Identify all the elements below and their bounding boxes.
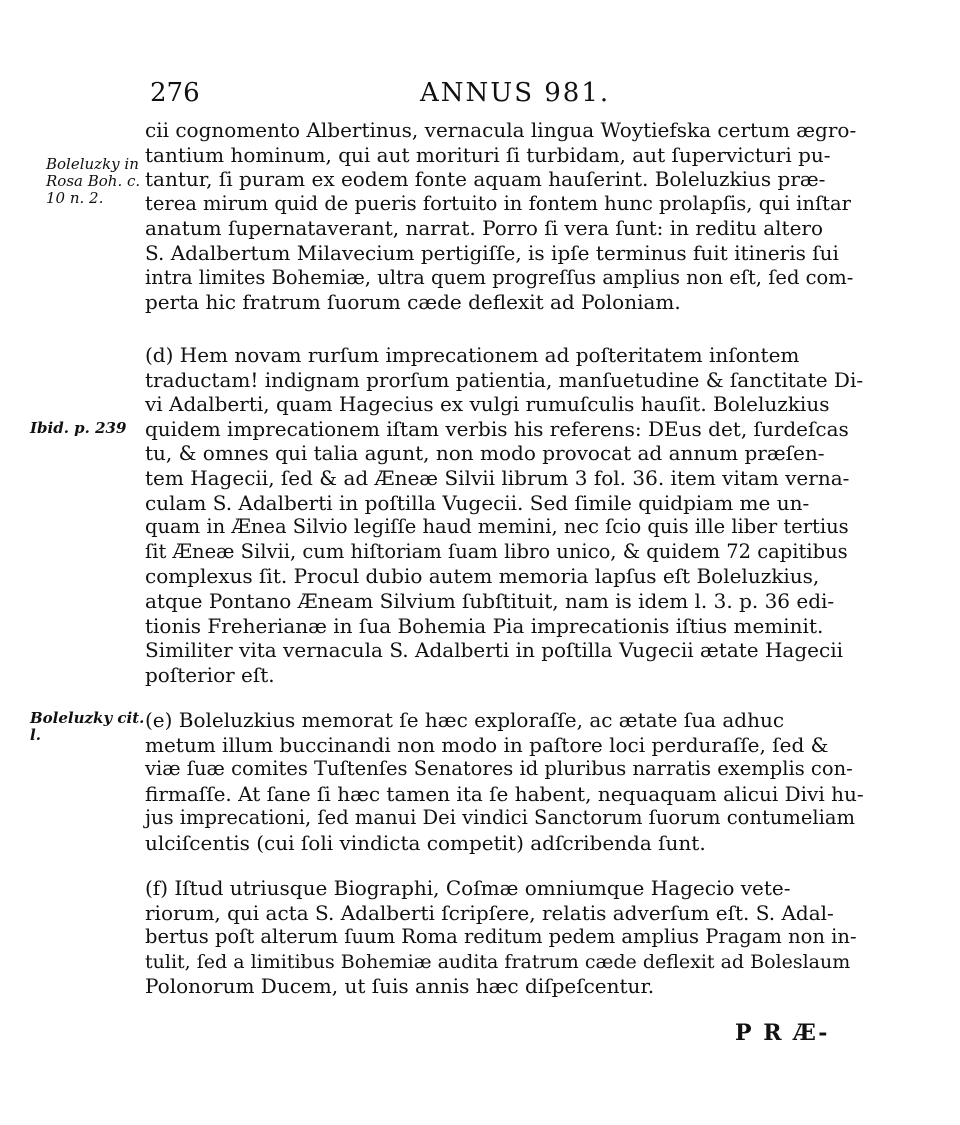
text-line: viæ ſuæ comites Tuſtenſes Senatores id pluribus narratis exemplis con- [145, 757, 853, 781]
text-line: quam in Ænea Silvio legiſſe haud memini, nec ſcio quis ille liber tertius [145, 515, 849, 539]
text-line: quidem imprecationem iſtam verbis his referens: DEus det, ſurdeſcas [145, 416, 849, 441]
text-line: tionis Freherianæ in ſua Bohemia Pia imprecationis iſtius meminit. [145, 613, 824, 638]
catchword: P R Æ- [735, 1020, 830, 1046]
paragraph-c-continuation [145, 118, 865, 315]
text-line: firmaſſe. At ſane ſi hæc tamen ita ſe habent, nequaquam alicui Divi hu- [145, 781, 864, 806]
text-line: S. Adalbertum Milavecium pertigiſſe, is ipſe terminus fuit itineris ſui [145, 240, 839, 265]
text-line: Polonorum Ducem, ut ſuis annis hæc diſpeſcentur. [145, 974, 655, 999]
text-line: traductam! indignam prorſum patientia, manſuetudine & ſanctitate Di- [145, 367, 864, 392]
text-line: jus imprecationi, ſed manui Dei vindici Sanctorum ſuorum contumeliam [145, 806, 855, 830]
text-line: intra limites Bohemiæ, ultra quem progreſſus amplius non eſt, ſed com- [145, 265, 854, 289]
text-line: complexus ſit. Procul dubio autem memoria lapſus eſt Boleluzkius, [145, 564, 820, 589]
margin-note-boleluzky-cit: Boleluzky cit. l. [30, 709, 145, 744]
page-number: 276 [150, 78, 200, 108]
text-line: tantur, ſi puram ex eodem fonte aquam hauſerint. Boleluzkius præ- [145, 167, 826, 192]
text-line: bertus poſt alterum ſuum Roma reditum pedem amplius Pragam non in- [145, 925, 857, 949]
text-line: riorum, qui acta S. Adalberti ſcripſere, relatis adverſum eſt. S. Adal- [145, 900, 834, 925]
text-line: tu, & omnes qui talia agunt, non modo provocat ad annum præſen- [145, 441, 825, 466]
text-line: tulit, ſed a limitibus Bohemiæ audita fratrum cæde deflexit ad Boleslaum [145, 950, 851, 973]
text-line: poſterior eſt. [145, 662, 275, 687]
text-line: vi Adalberti, quam Hagecius ex vulgi rumuſculis hauſit. Boleluzkius [145, 392, 830, 417]
margin-note-boleluzky: Boleluzky in Rosa Boh. c. 10 n. 2. [46, 155, 141, 207]
text-line: Similiter vita vernacula S. Adalberti in poſtilla Vugecii ætate Hagecii [145, 638, 843, 663]
text-line: cii cognomento Albertinus, vernacula lingua Woytiefska certum ægro- [145, 118, 857, 142]
text-line: atque Pontano Æneam Silvium ſubſtituit, nam is idem l. 3. p. 36 edi- [145, 588, 835, 613]
text-line: anatum ſupernataverant, narrat. Porro ſi vera ſunt: in reditu altero [145, 216, 824, 241]
text-line: culam S. Adalberti in poſtilla Vugecii. Sed ſimile quidpiam me un- [145, 490, 810, 515]
text-line: (e) Boleluzkius memorat ſe hæc exploraſſe, ac ætate ſua adhuc [145, 708, 785, 732]
text-line: tantium hominum, qui aut morituri ſi turbidam, aut ſupervicturi pu- [145, 142, 831, 167]
paragraph-f [145, 876, 865, 999]
text-line: metum illum buccinandi non modo in paſtore loci perduraſſe, ſed & [145, 732, 829, 757]
text-line: terea mirum quid de pueris fortuito in fontem hunc prolapſis, qui inſtar [145, 191, 851, 215]
running-head: ANNUS 981. [420, 78, 611, 108]
text-line: (d) Hem novam rurſum imprecationem ad poſteritatem inſontem [145, 343, 800, 367]
paragraph-d [145, 343, 865, 687]
text-line: tem Hagecii, ſed & ad Æneæ Silvii librum 3 fol. 36. item vitam verna- [145, 465, 850, 490]
page-header [0, 78, 960, 114]
text-line: ulciſcentis (cui ſoli vindicta competit) adſcribenda ſunt. [145, 830, 706, 855]
text-line: ſit Æneæ Silvii, cum hiſtoriam ſuam libro unico, & quidem 72 capitibus [145, 539, 848, 563]
paragraph-e [145, 708, 865, 856]
text-line: perta hic fratrum ſuorum cæde deflexit ad Poloniam. [145, 290, 681, 315]
text-line: (f) Iſtud utriusque Biographi, Coſmæ omniumque Hagecio vete- [145, 876, 791, 900]
margin-note-ibid: Ibid. p. 239 [30, 419, 127, 437]
